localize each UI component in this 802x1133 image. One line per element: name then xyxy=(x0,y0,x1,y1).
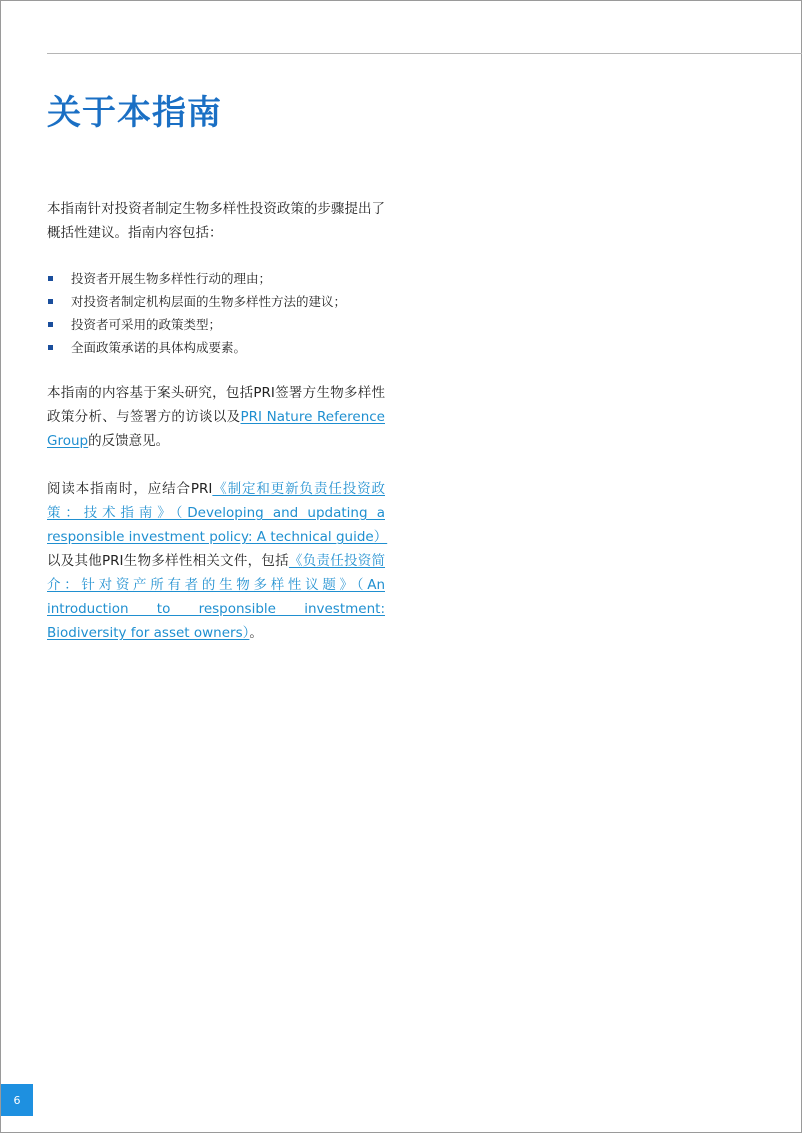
biodiversity-intro-link[interactable]: 《负责任投资简介：针对资产所有者的生物多样性议题》（An introduction to responsible investment: Biodiversity for asset owners） xyxy=(47,553,385,641)
square-bullet-icon xyxy=(48,322,53,327)
pri-nature-reference-group-link[interactable]: PRI Nature Reference Group xyxy=(47,409,385,449)
bullet-list xyxy=(47,267,385,359)
methodology-paragraph xyxy=(47,381,385,453)
list-item-text: 投资者开展生物多样性行动的理由； xyxy=(71,271,272,286)
square-bullet-icon xyxy=(48,345,53,350)
methodology-text-end: 的反馈意见。 xyxy=(88,433,170,449)
related-reading-end-text: 。 xyxy=(249,625,263,641)
page-title: 关于本指南 xyxy=(47,93,222,133)
list-item-text: 投资者可采用的政策类型； xyxy=(71,317,222,332)
top-rule xyxy=(47,53,802,54)
list-item xyxy=(47,267,385,290)
list-item xyxy=(47,290,385,313)
related-reading-text: 阅读本指南时，应结合PRI xyxy=(47,481,213,497)
main-content xyxy=(47,197,388,645)
list-item-text: 对投资者制定机构层面的生物多样性方法的建议； xyxy=(71,294,347,309)
list-item xyxy=(47,336,385,359)
intro-paragraph: 本指南针对投资者制定生物多样性投资政策的步骤提出了概括性建议。指南内容包括： xyxy=(47,201,385,241)
square-bullet-icon xyxy=(48,299,53,304)
related-reading-middle-text: 以及其他PRI生物多样性相关文件，包括 xyxy=(47,553,289,569)
square-bullet-icon xyxy=(48,276,53,281)
list-item-text: 全面政策承诺的具体构成要素。 xyxy=(71,340,247,355)
technical-guide-link[interactable]: 《制定和更新负责任投资政策：技术指南》（Developing and updating a responsible investment policy: A technical guide） xyxy=(47,481,388,545)
related-reading-paragraph xyxy=(47,477,388,645)
methodology-text: 本指南的内容基于案头研究，包括PRI签署方生物多样性政策分析、与签署方的访谈以及 xyxy=(47,385,385,425)
list-item xyxy=(47,313,385,336)
page-number-badge xyxy=(1,1084,33,1116)
page-number: 6 xyxy=(13,1093,21,1107)
